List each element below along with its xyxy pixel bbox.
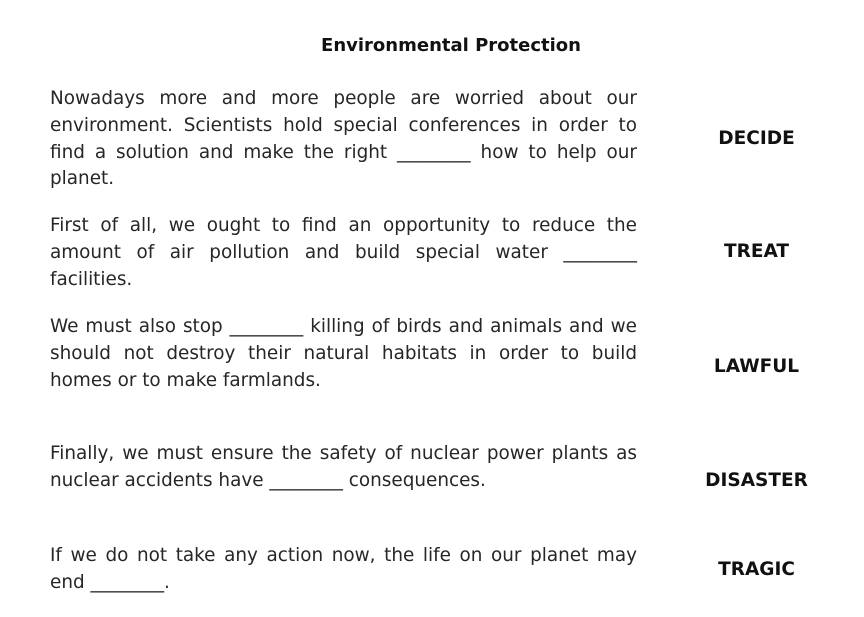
page-title: Environmental Protection	[321, 35, 581, 56]
paragraph-3: We must also stop ________ killing of birds and animals and we should not destroy their natural habitats in order to build homes or to make farmlands.	[50, 316, 637, 391]
keyword-3: LAWFUL	[713, 356, 800, 377]
paragraph-5: If we do not take any action now, the life on our planet may end ________.	[50, 545, 637, 593]
paragraph-1: Nowadays more and more people are worried about our environment. Scientists hold special conferences in order to find a solution and make the right ________ how to help our planet.	[50, 88, 637, 190]
keyword-4: DISASTER	[705, 470, 808, 491]
keyword-1: DECIDE	[718, 128, 795, 149]
keyword-2: TREAT	[723, 241, 789, 262]
paragraph-2: First of all, we ought to find an opportunity to reduce the amount of air pollution and build special water ________ facilities.	[50, 215, 637, 290]
paragraph-4: Finally, we must ensure the safety of nuclear power plants as nuclear accidents have ________ consequences.	[50, 443, 637, 491]
keyword-5: TRAGIC	[718, 559, 795, 580]
